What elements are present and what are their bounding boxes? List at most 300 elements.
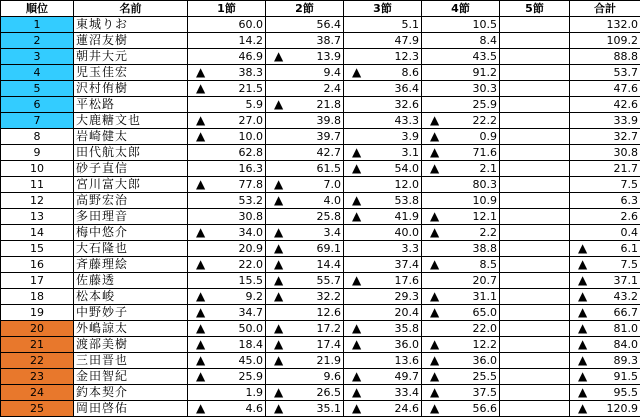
player-name-cell[interactable]: 平松路 — [74, 97, 188, 113]
round-3-score-cell[interactable] — [344, 65, 422, 81]
round-2-score-cell[interactable] — [266, 161, 344, 177]
round-2-score-cell[interactable] — [266, 257, 344, 273]
score-value: 2.1 — [479, 162, 497, 175]
round-3-score-cell[interactable] — [344, 385, 422, 401]
score-value: 42.7 — [316, 146, 341, 159]
round-4-score-cell[interactable] — [422, 65, 500, 81]
total-value: 7.5 — [620, 258, 638, 271]
rank-cell[interactable]: 7 — [1, 113, 74, 129]
round-5-score-cell[interactable] — [500, 209, 570, 225]
total-score-cell[interactable] — [570, 193, 640, 209]
rank-cell[interactable]: 3 — [1, 49, 74, 65]
round-1-score-cell[interactable] — [188, 209, 266, 225]
total-score-cell[interactable] — [570, 145, 640, 161]
round-5-score-cell[interactable] — [500, 289, 570, 305]
total-score-cell[interactable] — [570, 385, 640, 401]
score-value: 18.4 — [238, 338, 263, 351]
negative-marker-icon: ▲ — [578, 353, 588, 367]
negative-marker-icon: ▲ — [196, 305, 206, 319]
score-value: 10.0 — [238, 130, 263, 143]
round-3-score-cell[interactable] — [344, 225, 422, 241]
score-value: 25.8 — [316, 210, 341, 223]
total-value: 0.4 — [620, 226, 638, 239]
round-2-score-cell[interactable] — [266, 289, 344, 305]
total-score-cell[interactable] — [570, 49, 640, 65]
round-3-score-cell[interactable] — [344, 257, 422, 273]
total-score-cell[interactable] — [570, 241, 640, 257]
round-5-score-cell[interactable] — [500, 145, 570, 161]
round-3-score-cell[interactable] — [344, 305, 422, 321]
round-1-score-cell[interactable] — [188, 33, 266, 49]
negative-marker-icon: ▲ — [196, 353, 206, 367]
score-value: 65.0 — [472, 306, 497, 319]
round-5-score-cell[interactable] — [500, 257, 570, 273]
round-4-score-cell[interactable] — [422, 49, 500, 65]
negative-marker-icon: ▲ — [274, 273, 284, 287]
column-header-rank[interactable]: 順位 — [1, 1, 74, 17]
total-score-cell[interactable] — [570, 337, 640, 353]
round-3-score-cell[interactable] — [344, 177, 422, 193]
round-4-score-cell[interactable] — [422, 145, 500, 161]
column-header-total[interactable]: 合計 — [570, 1, 640, 17]
negative-marker-icon: ▲ — [274, 257, 284, 271]
rank-cell[interactable]: 2 — [1, 33, 74, 49]
round-1-score-cell[interactable] — [188, 337, 266, 353]
negative-marker-icon: ▲ — [196, 401, 206, 415]
negative-marker-icon: ▲ — [352, 337, 362, 351]
negative-marker-icon: ▲ — [352, 161, 362, 175]
rank-cell[interactable]: 14 — [1, 225, 74, 241]
player-name-cell[interactable]: 多田理音 — [74, 209, 188, 225]
round-5-score-cell[interactable] — [500, 33, 570, 49]
round-2-score-cell[interactable] — [266, 81, 344, 97]
rank-cell[interactable]: 13 — [1, 209, 74, 225]
player-name-cell[interactable]: 大石隆也 — [74, 241, 188, 257]
round-5-score-cell[interactable] — [500, 161, 570, 177]
round-1-score-cell[interactable] — [188, 241, 266, 257]
round-1-score-cell[interactable] — [188, 129, 266, 145]
round-3-score-cell[interactable] — [344, 337, 422, 353]
score-value: 2.2 — [479, 226, 497, 239]
negative-marker-icon: ▲ — [430, 401, 440, 415]
score-value: 20.4 — [394, 306, 419, 319]
negative-marker-icon: ▲ — [430, 369, 440, 383]
round-3-score-cell[interactable] — [344, 353, 422, 369]
round-5-score-cell[interactable] — [500, 241, 570, 257]
round-1-score-cell[interactable] — [188, 177, 266, 193]
round-5-score-cell[interactable] — [500, 81, 570, 97]
total-score-cell[interactable] — [570, 257, 640, 273]
negative-marker-icon: ▲ — [430, 337, 440, 351]
total-score-cell[interactable] — [570, 321, 640, 337]
round-5-score-cell[interactable] — [500, 321, 570, 337]
round-1-score-cell[interactable] — [188, 273, 266, 289]
round-1-score-cell[interactable] — [188, 369, 266, 385]
total-score-cell[interactable] — [570, 129, 640, 145]
rank-cell[interactable]: 18 — [1, 289, 74, 305]
player-name-cell[interactable]: 斉藤理絵 — [74, 257, 188, 273]
negative-marker-icon: ▲ — [196, 257, 206, 271]
round-2-score-cell[interactable] — [266, 17, 344, 33]
rank-cell[interactable]: 11 — [1, 177, 74, 193]
rank-cell[interactable]: 12 — [1, 193, 74, 209]
negative-marker-icon: ▲ — [578, 305, 588, 319]
negative-marker-icon: ▲ — [430, 209, 440, 223]
round-1-score-cell[interactable] — [188, 161, 266, 177]
round-4-score-cell[interactable] — [422, 289, 500, 305]
round-2-score-cell[interactable] — [266, 65, 344, 81]
score-value: 33.4 — [394, 386, 419, 399]
total-score-cell[interactable] — [570, 177, 640, 193]
rank-cell[interactable]: 25 — [1, 401, 74, 417]
total-value: 43.2 — [613, 290, 638, 303]
player-name-cell[interactable]: 渡部美樹 — [74, 337, 188, 353]
column-header-round-1[interactable]: 1節 — [188, 1, 266, 17]
round-4-score-cell[interactable] — [422, 81, 500, 97]
round-1-score-cell[interactable] — [188, 321, 266, 337]
player-name-cell[interactable]: 釣本契介 — [74, 385, 188, 401]
round-4-score-cell[interactable] — [422, 193, 500, 209]
round-4-score-cell[interactable] — [422, 385, 500, 401]
score-value: 22.0 — [238, 258, 263, 271]
negative-marker-icon: ▲ — [578, 273, 588, 287]
table-row — [1, 49, 640, 65]
rank-cell[interactable]: 10 — [1, 161, 74, 177]
player-name-cell[interactable]: 宮川富大郎 — [74, 177, 188, 193]
round-1-score-cell[interactable] — [188, 289, 266, 305]
rank-cell[interactable]: 8 — [1, 129, 74, 145]
player-name-cell[interactable]: 梅中悠介 — [74, 225, 188, 241]
round-2-score-cell[interactable] — [266, 353, 344, 369]
total-score-cell[interactable] — [570, 353, 640, 369]
round-5-score-cell[interactable] — [500, 353, 570, 369]
negative-marker-icon: ▲ — [578, 337, 588, 351]
round-2-score-cell[interactable] — [266, 49, 344, 65]
total-value: 66.7 — [613, 306, 638, 319]
round-5-score-cell[interactable] — [500, 369, 570, 385]
round-3-score-cell[interactable] — [344, 129, 422, 145]
rank-cell[interactable]: 5 — [1, 81, 74, 97]
round-5-score-cell[interactable] — [500, 337, 570, 353]
round-2-score-cell[interactable] — [266, 337, 344, 353]
table-row — [1, 65, 640, 81]
score-value: 34.7 — [238, 306, 263, 319]
total-score-cell[interactable] — [570, 209, 640, 225]
negative-marker-icon: ▲ — [578, 321, 588, 335]
player-name-cell[interactable]: 岡田啓佑 — [74, 401, 188, 417]
round-3-score-cell[interactable] — [344, 17, 422, 33]
rank-cell[interactable]: 20 — [1, 321, 74, 337]
round-2-score-cell[interactable] — [266, 321, 344, 337]
negative-marker-icon: ▲ — [578, 257, 588, 271]
round-2-score-cell[interactable] — [266, 209, 344, 225]
total-score-cell[interactable] — [570, 273, 640, 289]
round-3-score-cell[interactable] — [344, 33, 422, 49]
round-3-score-cell[interactable] — [344, 97, 422, 113]
round-2-score-cell[interactable] — [266, 113, 344, 129]
negative-marker-icon: ▲ — [430, 113, 440, 127]
total-score-cell[interactable] — [570, 289, 640, 305]
score-value: 22.0 — [472, 322, 497, 335]
round-5-score-cell[interactable] — [500, 17, 570, 33]
round-2-score-cell[interactable] — [266, 97, 344, 113]
round-1-score-cell[interactable] — [188, 49, 266, 65]
table-row — [1, 177, 640, 193]
score-value: 43.3 — [394, 114, 419, 127]
total-score-cell[interactable] — [570, 17, 640, 33]
player-name-cell[interactable]: 田代航太郎 — [74, 145, 188, 161]
round-5-score-cell[interactable] — [500, 193, 570, 209]
round-5-score-cell[interactable] — [500, 273, 570, 289]
round-2-score-cell[interactable] — [266, 225, 344, 241]
score-value: 9.2 — [245, 290, 263, 303]
player-name-cell[interactable]: 外嶋諒太 — [74, 321, 188, 337]
table-row — [1, 257, 640, 273]
player-name-cell[interactable]: 児玉佳宏 — [74, 65, 188, 81]
round-4-score-cell[interactable] — [422, 241, 500, 257]
score-value: 91.2 — [472, 66, 497, 79]
negative-marker-icon: ▲ — [274, 289, 284, 303]
total-score-cell[interactable] — [570, 65, 640, 81]
round-4-score-cell[interactable] — [422, 305, 500, 321]
player-name-cell[interactable]: 沢村侑樹 — [74, 81, 188, 97]
round-2-score-cell[interactable] — [266, 145, 344, 161]
total-score-cell[interactable] — [570, 401, 640, 417]
negative-marker-icon: ▲ — [274, 97, 284, 111]
total-score-cell[interactable] — [570, 113, 640, 129]
round-4-score-cell[interactable] — [422, 273, 500, 289]
score-value: 30.8 — [238, 210, 263, 223]
round-2-score-cell[interactable] — [266, 385, 344, 401]
round-4-score-cell[interactable] — [422, 257, 500, 273]
column-header-round-4[interactable]: 4節 — [422, 1, 500, 17]
round-4-score-cell[interactable] — [422, 337, 500, 353]
round-1-score-cell[interactable] — [188, 353, 266, 369]
negative-marker-icon: ▲ — [274, 225, 284, 239]
round-5-score-cell[interactable] — [500, 65, 570, 81]
round-4-score-cell[interactable] — [422, 129, 500, 145]
round-3-score-cell[interactable] — [344, 193, 422, 209]
round-3-score-cell[interactable] — [344, 161, 422, 177]
round-4-score-cell[interactable] — [422, 97, 500, 113]
score-value: 46.9 — [238, 50, 263, 63]
round-1-score-cell[interactable] — [188, 65, 266, 81]
player-name-cell[interactable]: 東城りお — [74, 17, 188, 33]
negative-marker-icon: ▲ — [352, 273, 362, 287]
table-row — [1, 337, 640, 353]
score-value: 17.6 — [394, 274, 419, 287]
total-score-cell[interactable] — [570, 161, 640, 177]
round-5-score-cell[interactable] — [500, 129, 570, 145]
column-header-round-5[interactable]: 5節 — [500, 1, 570, 17]
round-3-score-cell[interactable] — [344, 209, 422, 225]
table-row — [1, 289, 640, 305]
score-value: 38.7 — [316, 34, 341, 47]
negative-marker-icon: ▲ — [578, 289, 588, 303]
round-2-score-cell[interactable] — [266, 401, 344, 417]
total-value: 84.0 — [613, 338, 638, 351]
negative-marker-icon: ▲ — [196, 65, 206, 79]
round-3-score-cell[interactable] — [344, 113, 422, 129]
player-name-cell[interactable]: 高野宏治 — [74, 193, 188, 209]
total-value: 91.5 — [613, 370, 638, 383]
round-3-score-cell[interactable] — [344, 145, 422, 161]
score-value: 14.4 — [316, 258, 341, 271]
round-2-score-cell[interactable] — [266, 305, 344, 321]
total-score-cell[interactable] — [570, 33, 640, 49]
round-1-score-cell[interactable] — [188, 145, 266, 161]
round-5-score-cell[interactable] — [500, 49, 570, 65]
rank-cell[interactable]: 17 — [1, 273, 74, 289]
round-3-score-cell[interactable] — [344, 241, 422, 257]
round-1-score-cell[interactable] — [188, 401, 266, 417]
total-score-cell[interactable] — [570, 225, 640, 241]
score-value: 53.2 — [238, 194, 263, 207]
total-score-cell[interactable] — [570, 81, 640, 97]
round-5-score-cell[interactable] — [500, 113, 570, 129]
round-1-score-cell[interactable] — [188, 225, 266, 241]
round-2-score-cell[interactable] — [266, 33, 344, 49]
round-3-score-cell[interactable] — [344, 369, 422, 385]
negative-marker-icon: ▲ — [196, 321, 206, 335]
player-name-cell[interactable]: 朝井大元 — [74, 49, 188, 65]
round-5-score-cell[interactable] — [500, 385, 570, 401]
round-1-score-cell[interactable] — [188, 113, 266, 129]
player-name-cell[interactable]: 蓮沼友樹 — [74, 33, 188, 49]
score-value: 38.3 — [238, 66, 263, 79]
negative-marker-icon: ▲ — [196, 113, 206, 127]
table-row — [1, 161, 640, 177]
player-name-cell[interactable]: 中野妙子 — [74, 305, 188, 321]
round-4-score-cell[interactable] — [422, 177, 500, 193]
score-value: 69.1 — [316, 242, 341, 255]
score-value: 8.5 — [479, 258, 497, 271]
round-5-score-cell[interactable] — [500, 401, 570, 417]
total-value: 21.7 — [613, 162, 638, 175]
total-value: 109.2 — [606, 34, 638, 47]
score-value: 27.0 — [238, 114, 263, 127]
rank-cell[interactable]: 1 — [1, 17, 74, 33]
score-value: 45.0 — [238, 354, 263, 367]
score-value: 35.1 — [316, 402, 341, 415]
player-name-cell[interactable]: 大鹿糖文也 — [74, 113, 188, 129]
round-5-score-cell[interactable] — [500, 177, 570, 193]
total-score-cell[interactable] — [570, 369, 640, 385]
rank-cell[interactable]: 19 — [1, 305, 74, 321]
round-1-score-cell[interactable] — [188, 305, 266, 321]
player-name-cell[interactable]: 三田晋也 — [74, 353, 188, 369]
score-value: 39.7 — [316, 130, 341, 143]
total-score-cell[interactable] — [570, 305, 640, 321]
round-4-score-cell[interactable] — [422, 161, 500, 177]
round-2-score-cell[interactable] — [266, 129, 344, 145]
round-1-score-cell[interactable] — [188, 193, 266, 209]
score-value: 38.8 — [472, 242, 497, 255]
round-3-score-cell[interactable] — [344, 321, 422, 337]
round-4-score-cell[interactable] — [422, 209, 500, 225]
round-2-score-cell[interactable] — [266, 177, 344, 193]
rank-cell[interactable]: 22 — [1, 353, 74, 369]
total-score-cell[interactable] — [570, 97, 640, 113]
score-value: 37.5 — [472, 386, 497, 399]
score-value: 26.5 — [316, 386, 341, 399]
player-name-cell[interactable]: 佐藤透 — [74, 273, 188, 289]
round-3-score-cell[interactable] — [344, 401, 422, 417]
round-1-score-cell[interactable] — [188, 385, 266, 401]
player-name-cell[interactable]: 砂子直信 — [74, 161, 188, 177]
negative-marker-icon: ▲ — [352, 321, 362, 335]
round-5-score-cell[interactable] — [500, 305, 570, 321]
round-3-score-cell[interactable] — [344, 289, 422, 305]
round-4-score-cell[interactable] — [422, 17, 500, 33]
negative-marker-icon: ▲ — [352, 401, 362, 415]
rank-cell[interactable]: 6 — [1, 97, 74, 113]
round-1-score-cell[interactable] — [188, 81, 266, 97]
round-2-score-cell[interactable] — [266, 241, 344, 257]
score-value: 16.3 — [238, 162, 263, 175]
negative-marker-icon: ▲ — [352, 385, 362, 399]
round-4-score-cell[interactable] — [422, 225, 500, 241]
player-name-cell[interactable]: 松本峻 — [74, 289, 188, 305]
rank-cell[interactable]: 4 — [1, 65, 74, 81]
rank-cell[interactable]: 9 — [1, 145, 74, 161]
rank-cell[interactable]: 23 — [1, 369, 74, 385]
total-value: 53.7 — [613, 66, 638, 79]
rank-cell[interactable]: 15 — [1, 241, 74, 257]
score-value: 39.8 — [316, 114, 341, 127]
round-2-score-cell[interactable] — [266, 193, 344, 209]
round-3-score-cell[interactable] — [344, 273, 422, 289]
round-4-score-cell[interactable] — [422, 401, 500, 417]
negative-marker-icon: ▲ — [274, 193, 284, 207]
column-header-round-2[interactable]: 2節 — [266, 1, 344, 17]
round-5-score-cell[interactable] — [500, 97, 570, 113]
round-2-score-cell[interactable] — [266, 369, 344, 385]
rank-cell[interactable]: 16 — [1, 257, 74, 273]
player-name-cell[interactable]: 金田智紀 — [74, 369, 188, 385]
negative-marker-icon: ▲ — [352, 369, 362, 383]
round-2-score-cell[interactable] — [266, 273, 344, 289]
column-header-round-3[interactable]: 3節 — [344, 1, 422, 17]
table-row — [1, 81, 640, 97]
score-value: 56.6 — [472, 402, 497, 415]
round-4-score-cell[interactable] — [422, 113, 500, 129]
total-value: 42.6 — [613, 98, 638, 111]
rank-cell[interactable]: 21 — [1, 337, 74, 353]
round-1-score-cell[interactable] — [188, 97, 266, 113]
round-5-score-cell[interactable] — [500, 225, 570, 241]
total-value: 120.9 — [606, 402, 638, 415]
round-4-score-cell[interactable] — [422, 369, 500, 385]
column-header-name[interactable]: 名前 — [74, 1, 188, 17]
round-3-score-cell[interactable] — [344, 49, 422, 65]
round-4-score-cell[interactable] — [422, 321, 500, 337]
round-3-score-cell[interactable] — [344, 81, 422, 97]
score-value: 12.0 — [394, 178, 419, 191]
player-name-cell[interactable]: 岩崎健太 — [74, 129, 188, 145]
table-row — [1, 17, 640, 33]
round-4-score-cell[interactable] — [422, 353, 500, 369]
total-value: 47.6 — [613, 82, 638, 95]
negative-marker-icon: ▲ — [274, 241, 284, 255]
round-1-score-cell[interactable] — [188, 17, 266, 33]
total-value: 81.0 — [613, 322, 638, 335]
score-value: 71.6 — [472, 146, 497, 159]
score-value: 60.0 — [238, 18, 263, 31]
round-1-score-cell[interactable] — [188, 257, 266, 273]
round-4-score-cell[interactable] — [422, 33, 500, 49]
rank-cell[interactable]: 24 — [1, 385, 74, 401]
